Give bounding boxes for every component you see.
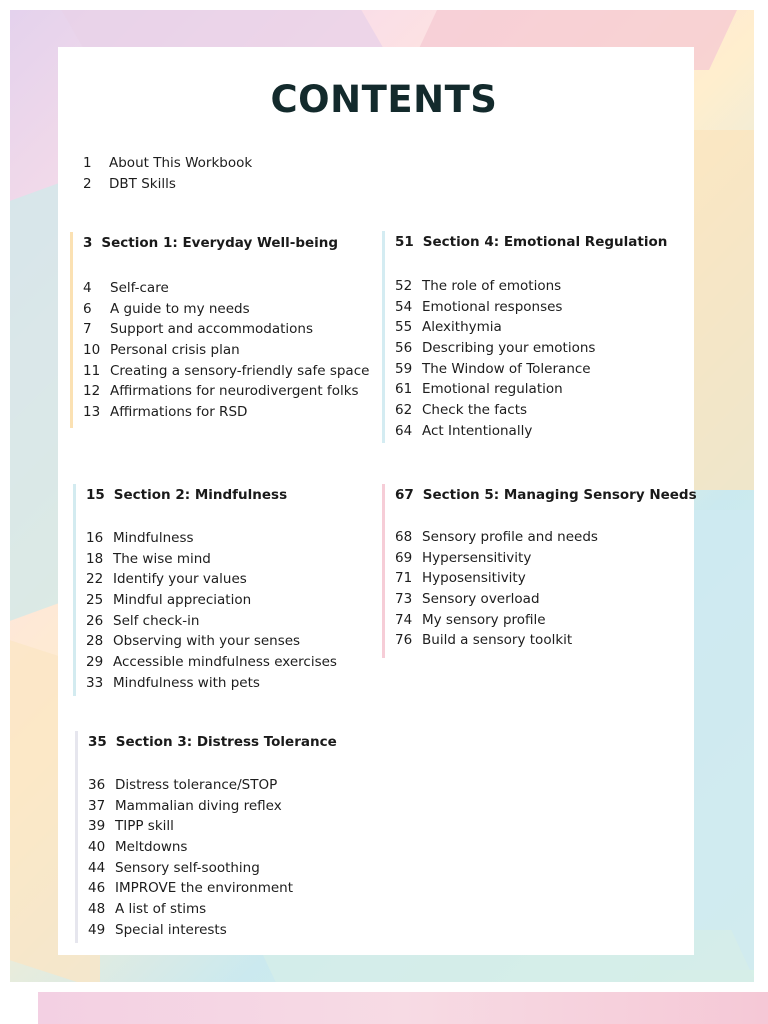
toc-entry[interactable]: [83, 381, 369, 402]
toc-page-number: 62: [395, 402, 413, 419]
toc-page-number: 37: [88, 797, 106, 814]
toc-page-number: 7: [83, 321, 92, 338]
section-entry-list: [86, 528, 337, 694]
toc-page-number: 6: [83, 300, 92, 317]
section-entry-list: [88, 775, 337, 941]
toc-page-number: 69: [395, 549, 413, 566]
toc-page-number: 22: [86, 571, 104, 588]
toc-entry-label: Act Intentionally: [422, 422, 533, 439]
section-page-number: 51: [395, 234, 414, 250]
toc-page-number: 40: [88, 839, 106, 856]
section-title: Section 4: Emotional Regulation: [422, 234, 668, 250]
toc-page-number: 29: [86, 654, 104, 671]
section-managing-sensory-needs: [382, 484, 697, 658]
toc-page-number: 1: [83, 155, 92, 171]
toc-page-number: 36: [88, 777, 106, 793]
toc-entry-label: Mindfulness: [113, 530, 194, 546]
toc-entry-label: Creating a sensory-friendly safe space: [110, 362, 370, 379]
toc-entry-label: The Window of Tolerance: [422, 360, 591, 377]
toc-entry[interactable]: [83, 340, 369, 361]
toc-entry[interactable]: [88, 878, 337, 899]
toc-entry[interactable]: [86, 673, 337, 694]
toc-entry[interactable]: [83, 174, 252, 195]
toc-entry-label: Affirmations for RSD: [110, 404, 248, 421]
toc-entry-label: A list of stims: [115, 901, 207, 918]
toc-entry[interactable]: [395, 317, 667, 338]
toc-page-number: 44: [88, 859, 106, 876]
toc-entry[interactable]: [86, 528, 337, 549]
toc-entry[interactable]: [395, 548, 697, 569]
toc-entry-label: The wise mind: [113, 550, 211, 567]
toc-entry[interactable]: [86, 611, 337, 632]
toc-page-number: 28: [86, 633, 104, 650]
toc-page-number: 46: [88, 880, 106, 897]
section-everyday-well-being: [70, 232, 369, 428]
toc-entry-label: Meltdowns: [115, 839, 188, 856]
toc-page-number: 76: [395, 632, 413, 649]
toc-page-number: 33: [86, 674, 104, 691]
toc-entry-label: Build a sensory toolkit: [422, 632, 573, 649]
toc-entry[interactable]: [88, 775, 337, 796]
section-mindfulness: [73, 484, 337, 696]
toc-entry-label: Hypersensitivity: [422, 549, 532, 566]
toc-page-number: 13: [83, 404, 101, 421]
toc-entry[interactable]: [83, 361, 369, 382]
section-page-number: 67: [395, 487, 414, 503]
toc-entry[interactable]: [88, 816, 337, 837]
toc-entry[interactable]: [86, 652, 337, 673]
toc-entry-label: The role of emotions: [422, 278, 562, 294]
toc-entry[interactable]: [83, 319, 369, 340]
toc-page-number: 61: [395, 381, 413, 398]
toc-entry[interactable]: [395, 276, 667, 297]
toc-page-number: 48: [88, 901, 106, 918]
toc-page-number: 71: [395, 570, 413, 587]
toc-entry[interactable]: [88, 796, 337, 817]
section-heading[interactable]: [395, 231, 667, 253]
toc-entry[interactable]: [395, 359, 667, 380]
toc-entry-label: Sensory self-soothing: [115, 859, 260, 876]
toc-page-number: 55: [395, 319, 413, 336]
toc-entry[interactable]: [395, 610, 697, 631]
toc-entry-label: About This Workbook: [109, 155, 253, 171]
section-page-number: 15: [86, 487, 105, 503]
toc-entry[interactable]: [88, 920, 337, 941]
toc-entry[interactable]: [395, 527, 697, 548]
section-page-number: 3: [83, 235, 93, 251]
toc-entry-label: Mindfulness with pets: [113, 674, 260, 691]
section-heading[interactable]: [83, 232, 369, 254]
toc-entry-label: Check the facts: [422, 402, 528, 419]
section-entry-list: [395, 276, 667, 442]
toc-entry-label: My sensory profile: [422, 611, 546, 628]
toc-entry-label: Identify your values: [113, 571, 247, 588]
section-heading[interactable]: [395, 484, 697, 506]
toc-entry[interactable]: [86, 590, 337, 611]
toc-entry[interactable]: [395, 338, 667, 359]
toc-entry-label: Sensory profile and needs: [422, 529, 598, 545]
toc-entry-label: Affirmations for neurodivergent folks: [110, 383, 359, 400]
section-entry-list: [395, 527, 697, 651]
toc-page-number: 16: [86, 530, 104, 546]
section-heading[interactable]: [88, 731, 337, 753]
toc-page-number: 11: [83, 362, 101, 379]
section-title: Section 1: Everyday Well-being: [101, 235, 339, 251]
toc-page-number: 56: [395, 340, 413, 357]
toc-entry[interactable]: [83, 299, 369, 320]
toc-entry[interactable]: [86, 569, 337, 590]
toc-entry-label: Describing your emotions: [422, 340, 596, 357]
intro-list: [83, 153, 252, 195]
toc-page-number: 68: [395, 529, 413, 545]
toc-page-number: 25: [86, 592, 104, 609]
toc-page-number: 10: [83, 342, 101, 359]
toc-entry-label: Sensory overload: [422, 591, 540, 608]
toc-entry[interactable]: [88, 837, 337, 858]
toc-entry-label: Distress tolerance/STOP: [115, 777, 278, 793]
toc-entry[interactable]: [88, 899, 337, 920]
toc-page-number: 59: [395, 360, 413, 377]
toc-entry-label: Alexithymia: [422, 319, 502, 336]
section-title: Section 2: Mindfulness: [113, 487, 288, 503]
toc-entry[interactable]: [86, 631, 337, 652]
toc-page-number: 52: [395, 278, 413, 294]
page-title: CONTENTS: [270, 78, 498, 121]
toc-entry-label: TIPP skill: [115, 818, 174, 835]
section-page-number: 35: [88, 734, 107, 750]
toc-entry-label: Personal crisis plan: [110, 342, 240, 359]
toc-entry[interactable]: [88, 858, 337, 879]
section-entry-list: [83, 278, 369, 423]
toc-entry-label: Special interests: [115, 921, 227, 938]
toc-page-number: 49: [88, 921, 106, 938]
toc-entry-label: IMPROVE the environment: [115, 880, 294, 897]
toc-entry-label: DBT Skills: [109, 176, 176, 192]
toc-entry[interactable]: [395, 400, 667, 421]
toc-entry[interactable]: [83, 402, 369, 423]
toc-entry[interactable]: [395, 589, 697, 610]
section-heading[interactable]: [86, 484, 337, 506]
toc-page-number: 74: [395, 611, 413, 628]
toc-page-number: 54: [395, 298, 413, 315]
toc-entry[interactable]: [83, 278, 369, 299]
toc-entry[interactable]: [395, 630, 697, 651]
toc-entry[interactable]: [86, 549, 337, 570]
toc-entry-label: A guide to my needs: [110, 300, 250, 317]
toc-page-number: 2: [83, 176, 92, 192]
toc-page-number: 39: [88, 818, 106, 835]
toc-entry-label: Observing with your senses: [113, 633, 301, 650]
toc-entry-label: Emotional responses: [422, 298, 563, 315]
toc-entry-label: Self check-in: [113, 612, 200, 629]
toc-entry[interactable]: [83, 153, 252, 174]
toc-entry[interactable]: [395, 379, 667, 400]
toc-entry-label: Mindful appreciation: [113, 592, 252, 609]
section-distress-tolerance: [75, 731, 337, 943]
next-page-edge: [38, 992, 768, 1024]
section-title: Section 5: Managing Sensory Needs: [422, 487, 697, 503]
toc-page-number: 4: [83, 280, 92, 296]
toc-entry[interactable]: [395, 568, 697, 589]
toc-page-number: 73: [395, 591, 413, 608]
toc-entry[interactable]: [395, 297, 667, 318]
toc-entry-label: Emotional regulation: [422, 381, 563, 398]
toc-page-number: 12: [83, 383, 101, 400]
toc-page-number: 64: [395, 422, 413, 439]
toc-page-number: 18: [86, 550, 104, 567]
toc-entry-label: Self-care: [110, 280, 169, 296]
toc-entry-label: Mammalian diving reflex: [115, 797, 282, 814]
toc-entry-label: Support and accommodations: [110, 321, 314, 338]
toc-entry-label: Accessible mindfulness exercises: [113, 654, 337, 671]
toc-page-number: 26: [86, 612, 104, 629]
section-title: Section 3: Distress Tolerance: [115, 734, 337, 750]
toc-entry[interactable]: [395, 421, 667, 442]
toc-entry-label: Hyposensitivity: [422, 570, 526, 587]
section-emotional-regulation: [382, 231, 667, 443]
